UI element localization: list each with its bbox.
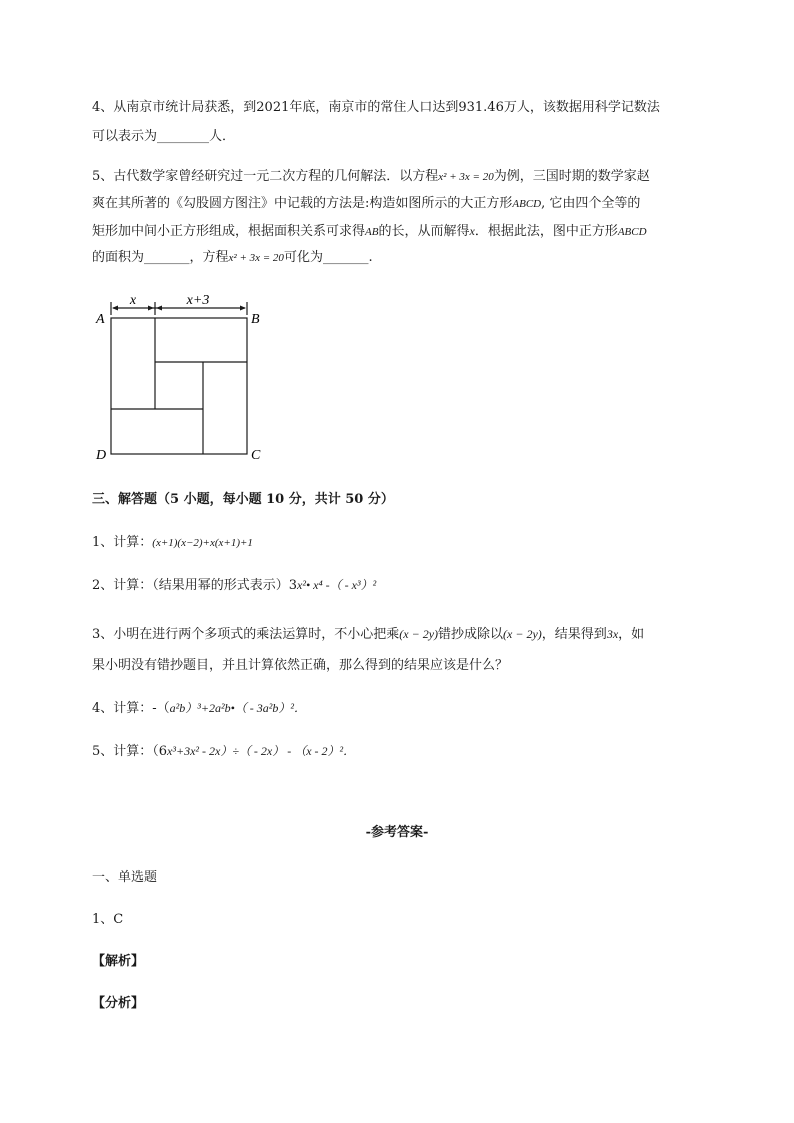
s3-q2-expr: x²• x⁴ -（ - x³）² — [297, 578, 377, 592]
q5-line2 — [92, 194, 640, 214]
s3-q4 — [92, 698, 306, 719]
answers-title: -参考答案- — [365, 825, 429, 840]
s3-q5-prefix: 5、计算：（6 — [92, 744, 168, 759]
q5-text: 矩形加中间小正方形组成，根据面积关系可求得 — [92, 224, 366, 239]
q5-text: 爽在其所著的《勾股圆方图注》中记载的方法是:构造如图所示的大正方形 — [92, 196, 513, 211]
q4-line2 — [92, 127, 235, 147]
vertex-c: C — [251, 448, 261, 463]
segment-ab: AB — [365, 226, 379, 238]
q5-text: 为例，三国时期的数学家赵 — [493, 169, 650, 184]
vertex-b: B — [251, 312, 260, 327]
s3-q4-prefix: 4、计算：-（ — [92, 701, 170, 716]
q5-line3 — [92, 221, 647, 242]
q5-number: 5、 — [92, 169, 114, 184]
square-figure — [90, 288, 270, 468]
s3-q1-expr: (x+1)(x−2)+x(x+1)+1 — [152, 537, 253, 549]
arrowhead — [148, 306, 154, 311]
variable-x: x — [469, 224, 475, 238]
q4-line1 — [92, 98, 660, 118]
answers-section1: 一、单选题 — [92, 870, 158, 885]
square-name: ABCD — [617, 226, 647, 238]
s3-q3-text: ，结果得到 — [541, 627, 607, 642]
arrowhead — [240, 306, 246, 311]
section3-header: 三、解答题（5 小题，每小题 10 分，共计 50 分） — [92, 492, 394, 507]
s3-q3-math: (x − 2y) — [503, 627, 542, 641]
s3-q1-prefix: 1、计算： — [92, 535, 153, 550]
q5-line1 — [92, 167, 650, 187]
arrowhead — [112, 306, 118, 311]
s3-q2-prefix: 2、计算：（结果用幂的形式表示）3 — [92, 578, 298, 593]
s3-q3-text: ，如 — [618, 627, 645, 642]
s3-q3-line2 — [92, 656, 508, 676]
s3-q3-line1 — [92, 624, 644, 645]
s3-q3-math: 3x — [606, 627, 619, 641]
square-name: ABCD — [512, 198, 542, 210]
arrowhead — [156, 306, 162, 311]
vertex-d: D — [96, 448, 107, 463]
s3-q3-text: 错抄成除以 — [438, 627, 504, 642]
q4-number: 4、 — [92, 100, 114, 115]
s3-q4-expr: a²b）³+2a²b•（ - 3a²b）²． — [169, 701, 306, 715]
q5-line4 — [92, 248, 373, 268]
s3-q2 — [92, 575, 376, 596]
analysis-label: 【解析】 — [92, 954, 145, 969]
s3-q5 — [92, 741, 355, 762]
fenxi-label: 【分析】 — [92, 996, 145, 1011]
q5-text: 古代数学家曾经研究过一元二次方程的几何解法．以方程 — [113, 169, 439, 184]
q5-text: 可化为_______. — [283, 250, 373, 265]
q5-text: , 它由四个全等的 — [541, 196, 641, 211]
s3-q3-math: (x − 2y) — [399, 627, 439, 641]
vertex-a: A — [96, 312, 105, 327]
s3-q3-text: 3、小明在进行两个多项式的乘法运算时，不小心把乘 — [92, 627, 400, 642]
label-x-plus-3: x+3 — [186, 293, 210, 308]
s3-q1 — [92, 533, 253, 553]
answer-1: 1、C — [92, 912, 124, 927]
label-x: x — [129, 293, 137, 308]
q5-text: ．根据此法，图中正方形 — [474, 224, 618, 239]
outer-square — [111, 318, 247, 454]
q4-text-1: 从南京市统计局获悉，到2021年底，南京市的常住人口达到931.46万人，该数据用科学记数法 — [113, 100, 660, 115]
equation: x² + 3x = 20 — [438, 171, 494, 183]
s3-q5-expr: x³+3x² - 2x）÷（ - 2x） - （x - 2）²． — [167, 744, 356, 758]
q5-text: 的长，从而解得 — [378, 224, 470, 239]
equation: x² + 3x = 20 — [228, 252, 284, 264]
s3-q3-text: 果小明没有错抄题目，并且计算依然正确，那么得到的结果应该是什么？ — [92, 658, 509, 673]
q5-text: 的面积为_______，方程 — [92, 250, 229, 265]
q4-text-2: 可以表示为________人． — [92, 129, 236, 144]
